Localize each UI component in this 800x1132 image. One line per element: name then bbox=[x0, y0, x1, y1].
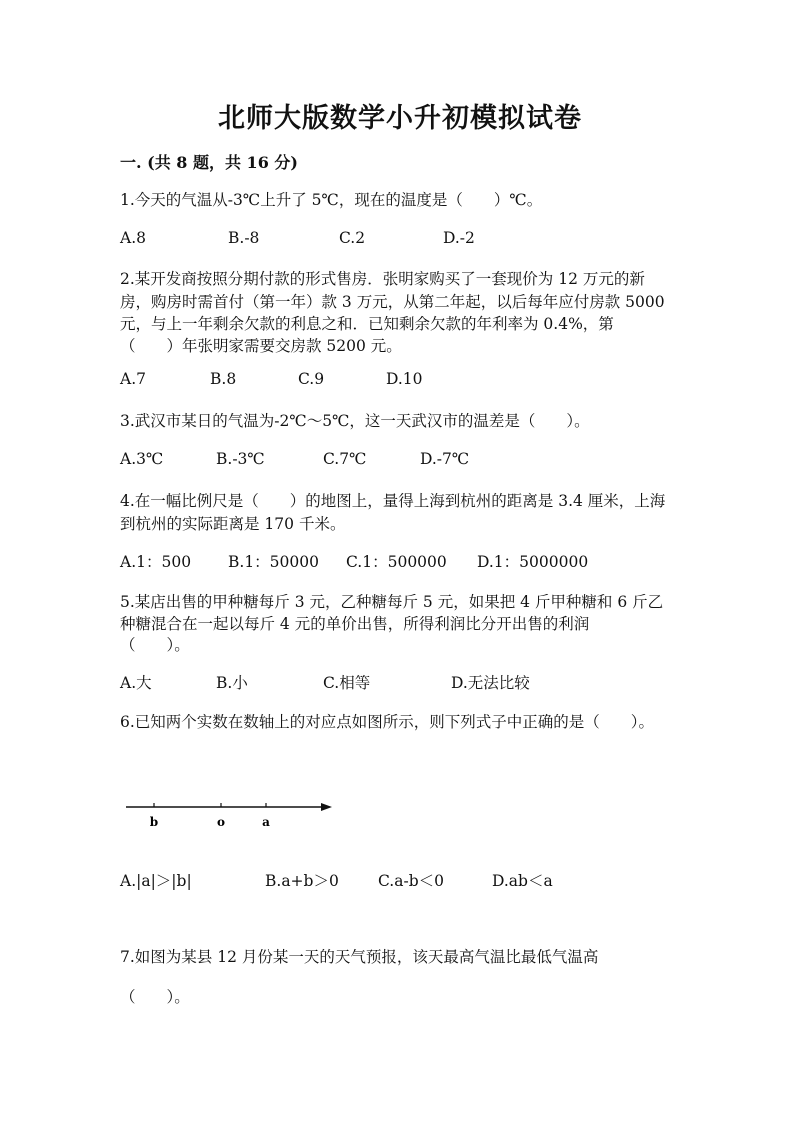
q3-option-d: D.-7℃ bbox=[420, 450, 470, 468]
question-3-text: 3.武汉市某日的气温为-2℃～5℃，这一天武汉市的温差是（ ）。 bbox=[120, 412, 590, 430]
q2-option-b: B.8 bbox=[210, 370, 237, 388]
question-5-text-line-3: （ ）。 bbox=[120, 636, 190, 654]
question-6-text: 6.已知两个实数在数轴上的对应点如图所示，则下列式子中正确的是（ ）。 bbox=[120, 713, 655, 731]
q3-option-a: A.3℃ bbox=[120, 450, 164, 468]
q1-option-c: C.2 bbox=[339, 229, 366, 247]
q3-option-c: C.7℃ bbox=[323, 450, 367, 468]
question-5-text-line-2: 种糖混合在一起以每斤 4 元的单价出售，所得利润比分开出售的利润 bbox=[120, 615, 590, 633]
q1-option-a: A.8 bbox=[120, 229, 146, 247]
q1-option-b: B.-8 bbox=[228, 229, 260, 247]
q2-option-d: D.10 bbox=[386, 370, 423, 388]
label-o: o bbox=[216, 815, 226, 829]
question-2-text-line-4: （ ）年张明家需要交房款 5200 元。 bbox=[120, 337, 402, 355]
label-a: a bbox=[262, 815, 270, 829]
question-5-text-line-1: 5.某店出售的甲种糖每斤 3 元，乙种糖每斤 5 元，如果把 4 斤甲种糖和 6 斤乙 bbox=[120, 593, 664, 611]
q1-option-d: D.-2 bbox=[443, 229, 475, 247]
q6-option-c: C.a-b＜0 bbox=[378, 872, 444, 890]
q6-option-d: D.ab＜a bbox=[492, 872, 553, 890]
q6-option-b: B.a+b＞0 bbox=[265, 872, 339, 890]
q5-option-d: D.无法比较 bbox=[451, 674, 530, 692]
label-b: b bbox=[149, 815, 159, 829]
exam-title: 北师大版数学小升初模拟试卷 bbox=[218, 103, 582, 134]
q2-option-a: A.7 bbox=[120, 370, 146, 388]
question-7-text-line-2: （ ）。 bbox=[120, 988, 190, 1006]
q2-option-c: C.9 bbox=[298, 370, 325, 388]
q5-option-b: B.小 bbox=[216, 674, 248, 692]
q6-option-a: A.|a|＞|b| bbox=[120, 872, 192, 890]
number-line-arrow bbox=[321, 803, 332, 811]
q4-option-c: C.1：500000 bbox=[346, 553, 447, 571]
section-heading: 一. (共 8 题，共 16 分) bbox=[120, 153, 298, 172]
q4-option-a: A.1：500 bbox=[120, 553, 192, 571]
question-2-text-line-3: 元，与上一年剩余欠款的利息之和．已知剩余欠款的年利率为 0.4%，第 bbox=[120, 315, 614, 333]
question-4-text-line-1: 4.在一幅比例尺是（ ）的地图上，量得上海到杭州的距离是 3.4 厘米，上海 bbox=[120, 492, 666, 510]
q5-option-c: C.相等 bbox=[323, 674, 371, 692]
question-4-text-line-2: 到杭州的实际距离是 170 千米。 bbox=[120, 515, 346, 533]
q4-option-d: D.1：5000000 bbox=[477, 553, 589, 571]
q5-option-a: A.大 bbox=[120, 674, 152, 692]
number-line-figure bbox=[120, 795, 340, 835]
question-1-text: 1.今天的气温从-3℃上升了 5℃，现在的温度是（ ）℃。 bbox=[120, 191, 543, 209]
q3-option-b: B.-3℃ bbox=[216, 450, 265, 468]
q4-option-b: B.1：50000 bbox=[228, 553, 319, 571]
question-2-text-line-2: 房，购房时需首付（第一年）款 3 万元，从第二年起，以后每年应付房款 5000 bbox=[120, 293, 665, 311]
question-2-text-line-1: 2.某开发商按照分期付款的形式售房．张明家购买了一套现价为 12 万元的新 bbox=[120, 270, 645, 288]
question-7-text-line-1: 7.如图为某县 12 月份某一天的天气预报，该天最高气温比最低气温高 bbox=[120, 948, 599, 966]
